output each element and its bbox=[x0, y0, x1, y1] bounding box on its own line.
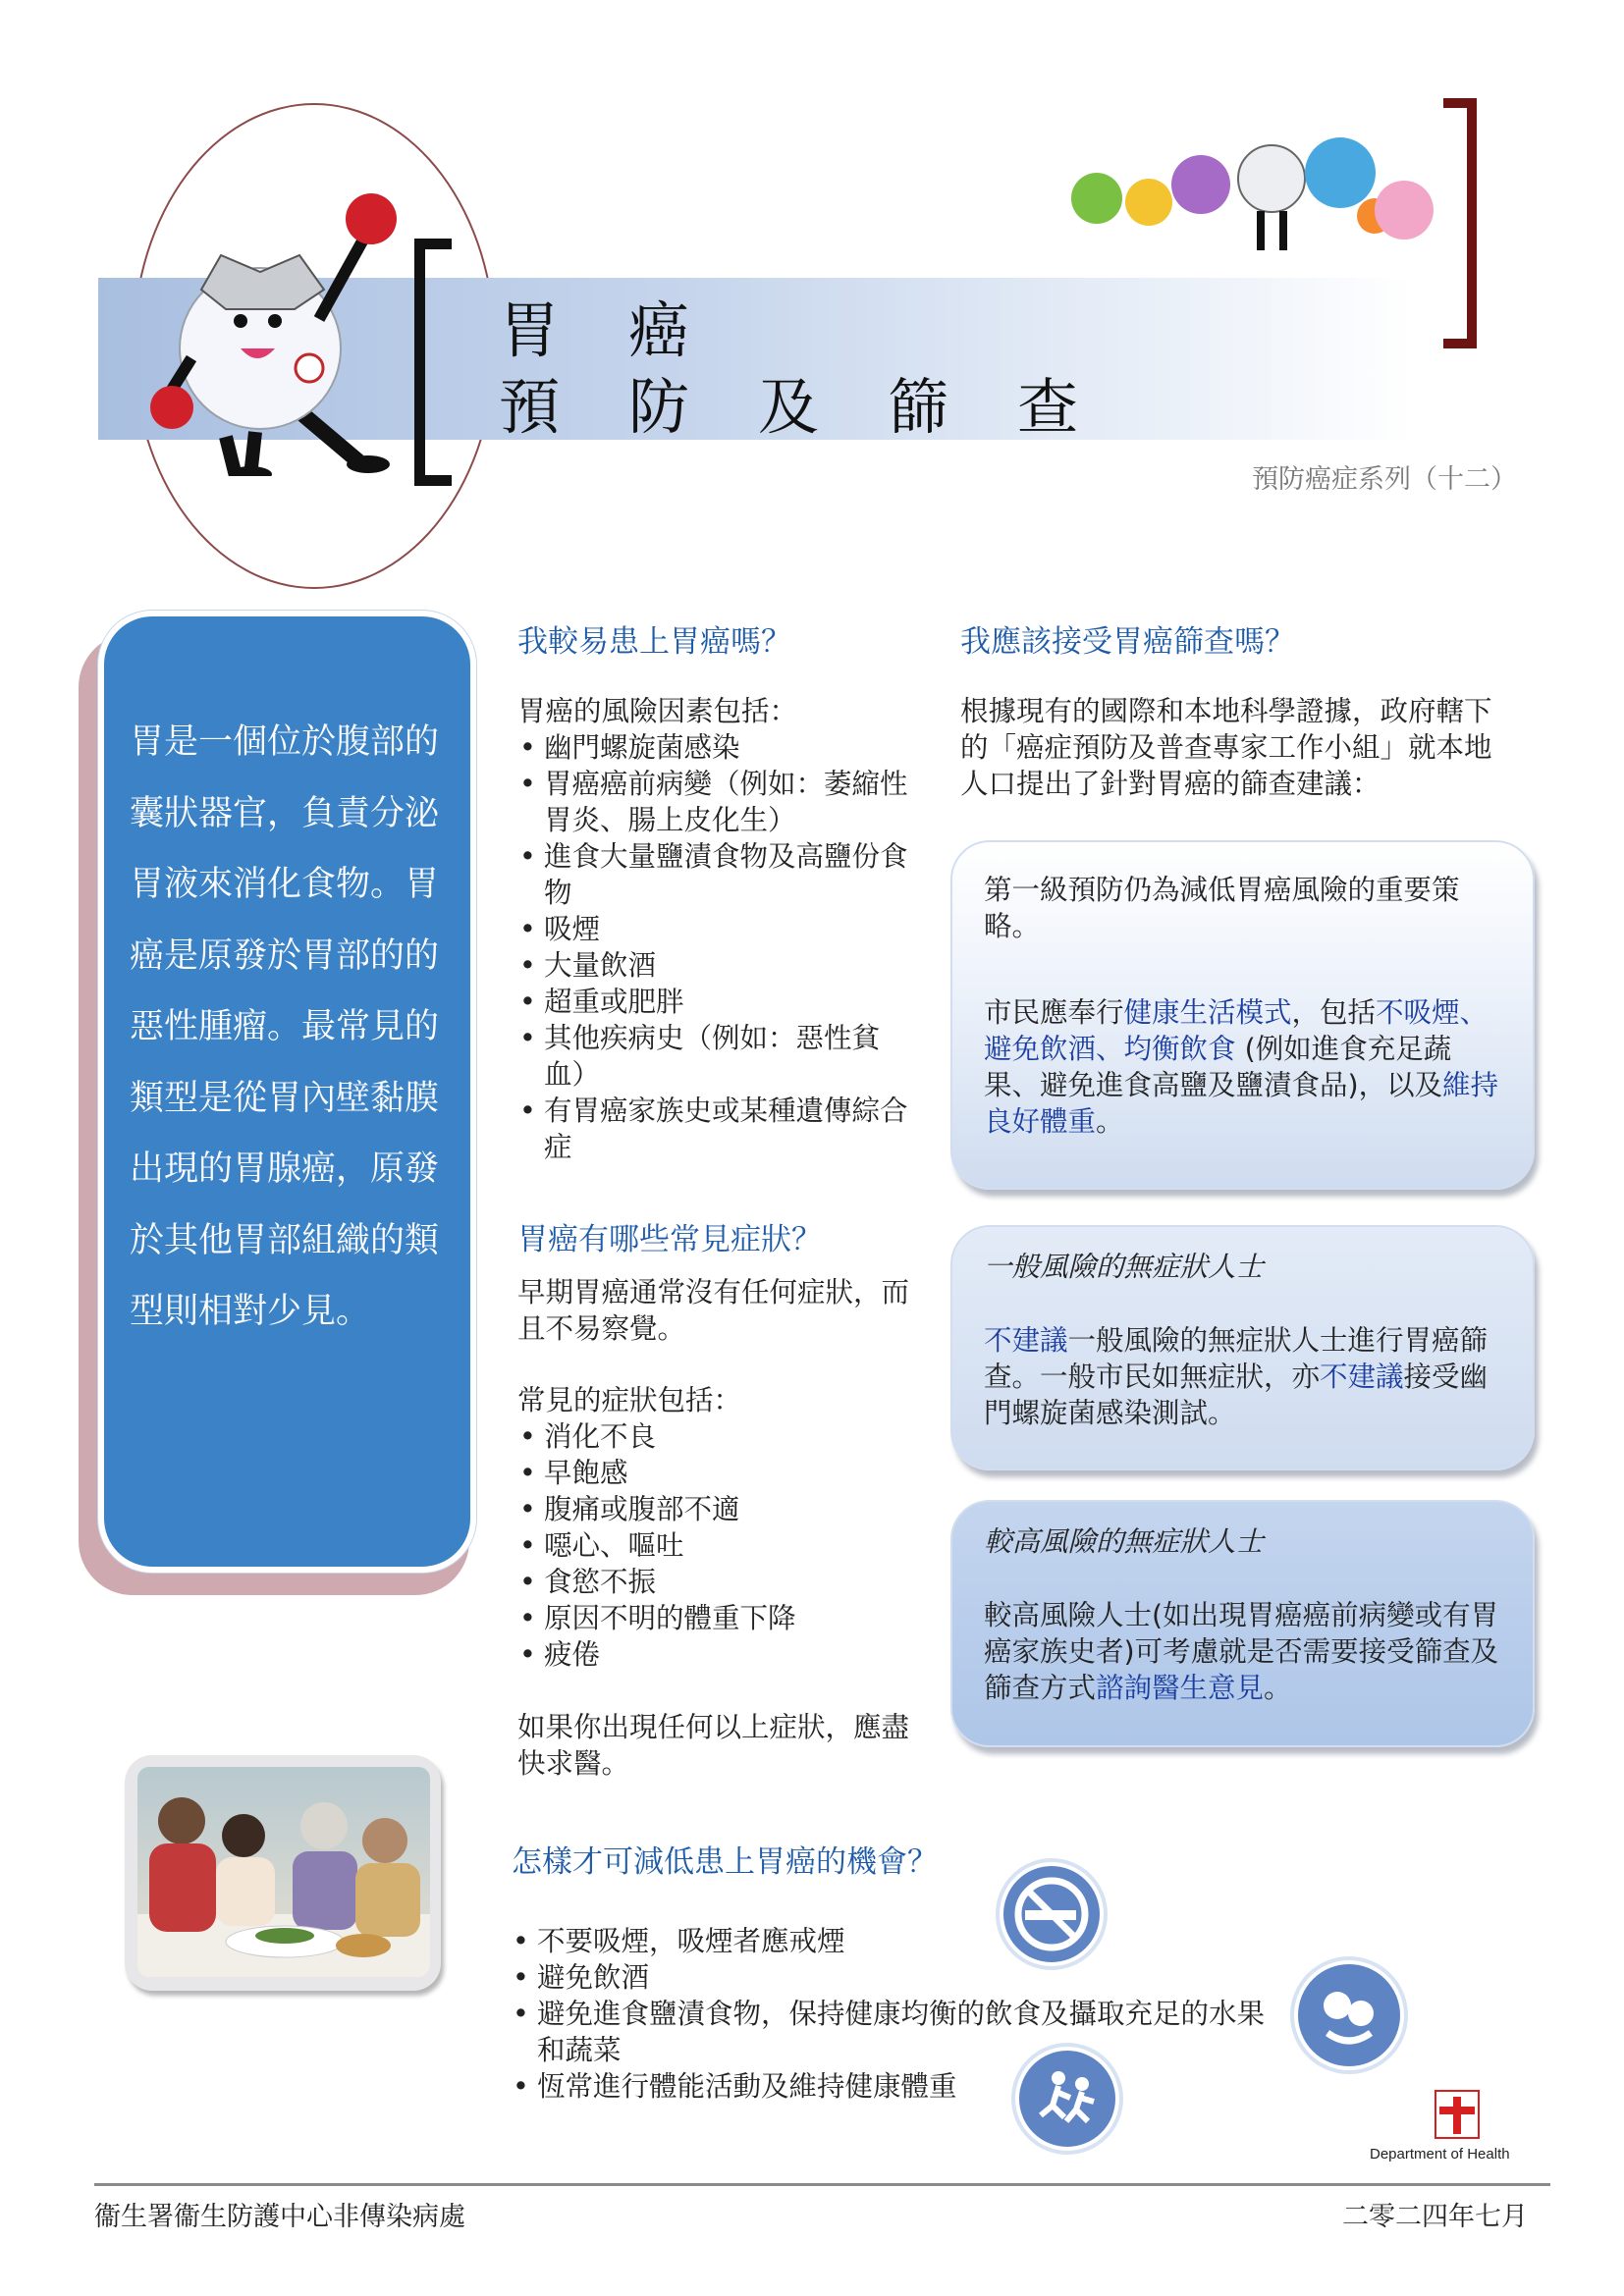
list-item: • 避免飲酒 bbox=[511, 1959, 1276, 1996]
box3-title: 較高風險的無症狀人士 bbox=[984, 1525, 1265, 1558]
average-risk-box bbox=[950, 1225, 1535, 1470]
footer-divider bbox=[94, 2183, 1550, 2186]
list-item: • 疲倦 bbox=[517, 1636, 930, 1673]
list-item: • 恆常進行體能活動及維持健康體重 bbox=[511, 2068, 1276, 2105]
list-item: • 消化不良 bbox=[517, 1418, 930, 1455]
list-item: • 原因不明的體重下降 bbox=[517, 1600, 930, 1636]
title-line-2: 預防及篩查 bbox=[499, 371, 1148, 443]
no-smoking-icon bbox=[1000, 1862, 1104, 1966]
risk-factor-list bbox=[517, 729, 915, 1165]
screening-intro: 根據現有的國際和本地科學證據，政府轄下的「癌症預防及普查專家工作小組」就本地人口提出了針對胃癌的篩查建議： bbox=[960, 695, 1492, 800]
reduce-heading: 怎樣才可減低患上胃癌的機會？ bbox=[512, 1844, 938, 1880]
symptoms-early-text: 早期胃癌通常沒有任何症狀，而且不易察覺。 bbox=[517, 1276, 910, 1345]
list-item: • 進食大量鹽漬食物及高鹽份食物 bbox=[517, 838, 915, 911]
running-exercise-icon bbox=[1015, 2047, 1119, 2151]
box3-text: 較高風險人士(如出現胃癌癌前病變或有胃癌家族史者)可考慮就是否需要接受篩查及篩查方式諮詢醫生意見。 bbox=[984, 1599, 1499, 1704]
footer-date: 二零二四年七月 bbox=[1342, 2202, 1528, 2232]
screening-heading: 我應該接受胃癌篩查嗎？ bbox=[960, 624, 1295, 660]
list-item: • 有胃癌家族史或某種遺傳綜合症 bbox=[517, 1093, 915, 1165]
list-item: • 其他疾病史（例如：惡性貧血） bbox=[517, 1020, 915, 1093]
list-item: • 超重或肥胖 bbox=[517, 984, 915, 1020]
list-item: • 吸煙 bbox=[517, 911, 915, 947]
department-of-health-logo bbox=[1428, 2085, 1487, 2144]
symptoms-advice: 如果你出現任何以上症狀，應盡快求醫。 bbox=[517, 1711, 910, 1780]
list-item: • 腹痛或腹部不適 bbox=[517, 1491, 930, 1527]
series-label: 預防癌症系列（十二） bbox=[1252, 464, 1517, 495]
mascot-boxer-illustration bbox=[147, 182, 442, 476]
list-item: • 胃癌癌前病變（例如：萎縮性胃炎、腸上皮化生） bbox=[517, 766, 915, 838]
list-item: • 避免進食鹽漬食物，保持健康均衡的飲食及攝取充足的水果和蔬菜 bbox=[511, 1996, 1276, 2068]
list-item: • 幽門螺旋菌感染 bbox=[517, 729, 915, 766]
title-right-bracket bbox=[1443, 98, 1477, 348]
title-line-1: 胃癌 bbox=[499, 294, 759, 366]
list-item: • 大量飲酒 bbox=[517, 947, 915, 984]
symptoms-lead: 常見的症狀包括： bbox=[517, 1384, 742, 1416]
list-item: • 食慾不振 bbox=[517, 1564, 930, 1600]
mascot-group-illustration bbox=[1056, 118, 1448, 255]
symptom-list bbox=[517, 1418, 930, 1673]
footer-organisation: 衞生署衞生防護中心非傳染病處 bbox=[94, 2202, 465, 2232]
risk-lead: 胃癌的風險因素包括： bbox=[517, 695, 798, 727]
title-left-bracket bbox=[414, 239, 452, 486]
box1-text-2: 市民應奉行健康生活模式，包括不吸煙、避免飲酒、均衡飲食 (例如進食充足蔬果、避免進食高鹽及鹽漬食品)，以及維持良好體重。 bbox=[984, 996, 1499, 1138]
risk-heading: 我較易患上胃癌嗎？ bbox=[517, 624, 791, 660]
list-item: • 噁心、嘔吐 bbox=[517, 1527, 930, 1564]
list-item: • 不要吸煙，吸煙者應戒煙 bbox=[511, 1923, 1276, 1959]
list-item: • 早飽感 bbox=[517, 1455, 930, 1491]
family-dining-photo bbox=[137, 1767, 430, 1977]
primary-prevention-box bbox=[950, 840, 1535, 1190]
reduce-risk-list bbox=[511, 1923, 1276, 2105]
department-of-health-label: Department of Health bbox=[1370, 2146, 1510, 2163]
higher-risk-box bbox=[950, 1500, 1535, 1747]
box2-title: 一般風險的無症狀人士 bbox=[984, 1251, 1265, 1283]
box1-text-1: 第一級預防仍為減低胃癌風險的重要策略。 bbox=[984, 874, 1460, 942]
healthy-food-icon bbox=[1294, 1960, 1404, 2070]
box2-text: 不建議一般風險的無症狀人士進行胃癌篩查。一般市民如無症狀，亦不建議接受幽門螺旋菌感染測試。 bbox=[984, 1324, 1489, 1429]
intro-text: 胃是一個位於腹部的囊狀器官，負責分泌胃液來消化食物。胃癌是原發於胃部的的惡性腫瘤。最常見的類型是從胃內壁黏膜出現的胃腺癌，原發於其他胃部組織的類型則相對少見。 bbox=[130, 722, 440, 1331]
symptoms-heading: 胃癌有哪些常見症狀？ bbox=[517, 1222, 822, 1257]
